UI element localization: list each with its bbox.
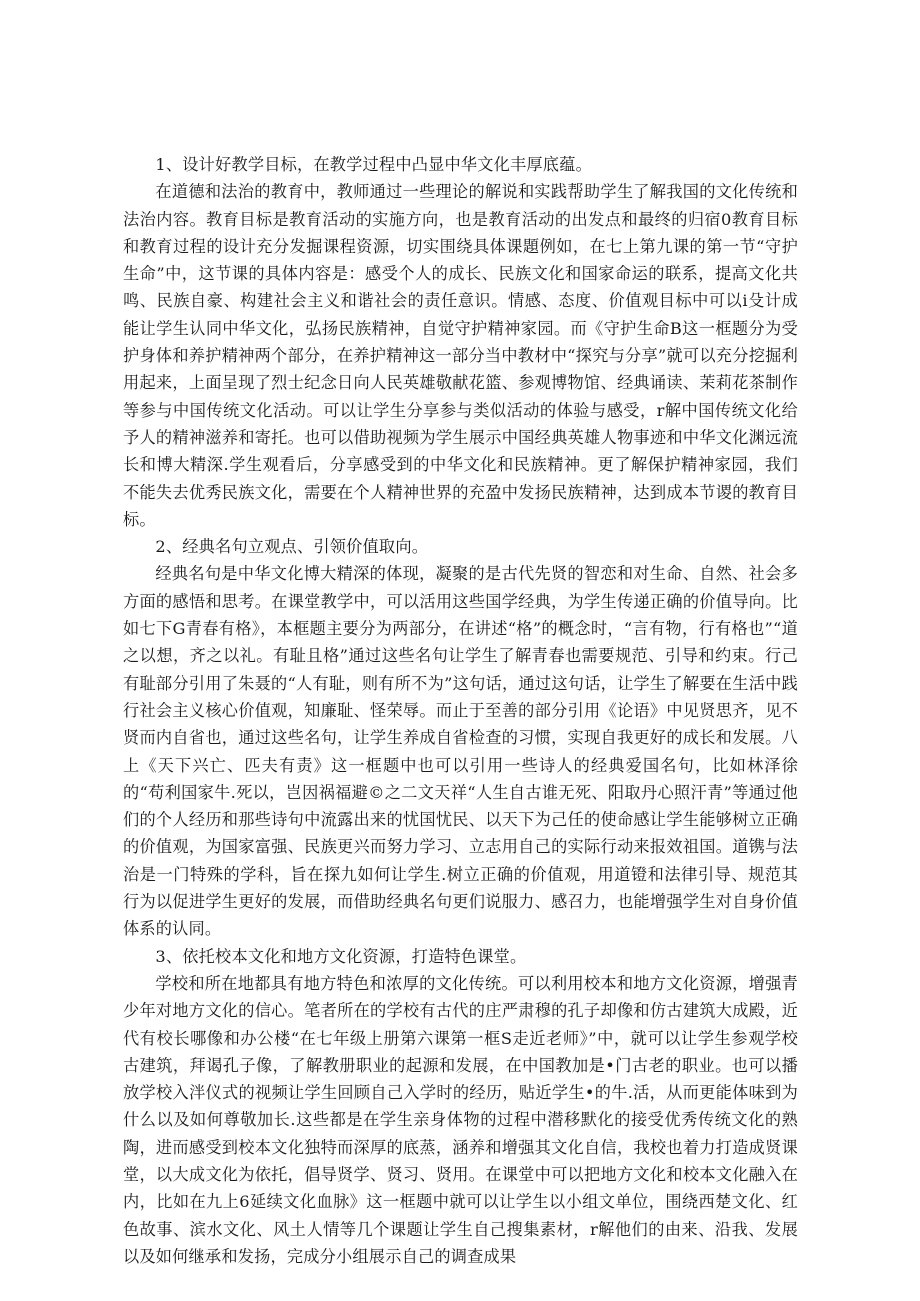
- paragraph-1: 在道德和法治的教育中，教师通过一些理论的解说和实践帮助学生了解我国的文化传统和法治内容。教育目标是教育活动的实施方向，也是教育活动的出发点和最终的归宿0教育目标和教育过程的设计充分发掘课程资源，切实围绕具体课題例如，在七上第九课的第一节“守护生命”中，这节课的具体内容是：感受个人的成长、民族文化和国家命运的联系，提高文化共鸣、民族自豪、构建社会主义和谐社会的责任意识。情感、态度、价值观目标中可以i殳计成能让学生认同中华文化，弘扬民族精神，自觉守护精神家园。而《守护生命B这一框题分为受护身体和养护精神两个部分，在养护精神这一部分当中教材中“探究与分享”就可以充分挖掘利用起来，上面呈现了烈士纪念日向人民英雄敬献花篮、参观博物馆、经典诵读、茉莉花茶制作等参与中国传统文化活动。可以让学生分享参与类似活动的体验与感受，r解中国传统文化给予人的精神滋养和寄托。也可以借助视频为学生展示中国经典英雄人物事迹和中华文化渊远流长和博大精深.学生观看后，分享感受到的中华文化和民族精神。更了解保护精神家园，我们不能失去优秀民族文化，需要在个人精神世界的充盈中发扬民族精神，达到成本节谡的教育目标。: [123, 182, 798, 529]
- paragraph-3: 学校和所在地都具有地方特色和浓厚的文化传统。可以利用校本和地方文化资源，增强青少年对地方文化的信心。笔者所在的学校有古代的庄严肃穆的孔子却像和仿古建筑大成殿，近代有校长哪像和办公楼“在七年级上册第六课第一框S走近老师》”中，就可以让学生参观学校古建筑，拜谒孔子像，了解教册职业的起源和发展，在中国教加是•门古老的职业。也可以播放学校入泮仪式的视频让学生回顾自己入学时的经历，贴近学生•的牛.活，从而更能体味到为什么以及如何尊敬加长.这些都是在学生亲身体物的过程中潜移默化的接受优秀传统文化的熟陶，进而感受到校本文化独特而深厚的底蒸，涵养和增强其文化自信，我校也着力打造成贤课堂，以大成文化为依托，倡导贤学、贤习、贤用。在课堂中可以把地方文化和校本文化融入在内，比如在九上6延续文化血脉》这一框题中就可以让学生以小组文单位，围绕西楚文化、红色故事、滨水文化、风土人情等几个课题让学生自己搜集素材，r解他们的由来、沿我、发展以及如何继承和发扬，完成分小组展示自己的调查成果: [123, 973, 798, 1266]
- paragraph-2: 经典名句是中华文化博大精深的体现，凝聚的是古代先贤的智恋和对生命、自然、社会多方面的感悟和思考。在课堂教学中，可以活用这些国学经典，为学生传递正确的价值导向。比如七下G青春有格》，本框题主要分为两部分，在讲述“格”的概念时，“言有物，行有格也”“道之以想，齐之以礼。有耻且格”通过这些名句让学生了解青春也需要规范、引导和约束。行己有耻部分引用了朱聂的“人有耻，则有所不为”这句话，通过这句话，让学生了解要在生活中践行社会主义核心价值观，知廉耻、怪荣辱。而止于至善的部分引用《论语》中见贤思齐，见不贤而内自省也，通过这些名句，让学生养成自省检查的习惯，实现自我更好的成长和发展。八上《天下兴亡、匹夫有责》这一框题中也可以引用一些诗人的经典爱国名句，比如林泽徐的“苟利国家牛.死以，岂因祸福避©之二文天祥“人生自古谁无死、阳取丹心照汗青”等通过他们的个人经历和那些诗句中流露出来的忧国忧民、以天下为己任的使命感让学生能够树立正确的价值观，为国家富强、民族更兴而努力学习、立志用自己的实际行动来报效祖国。道镌与法治是一门特殊的学科，旨在探九如何让学生.树立正确的价值观，用道镫和法律引导、规范其行为以促进学生更好的发展，而借助经典名句更们说服力、感召力，也能增强学生对自身价值体系的认同。: [123, 564, 798, 939]
- document-body: [123, 151, 798, 1270]
- section-heading-3: 3、依托校本文化和地方文化资源，打造特色课堂。: [155, 946, 527, 966]
- section-heading-2: 2、经典名句立观点、引领价值取向。: [155, 537, 429, 557]
- section-heading-1: 1、设计好教学目标，在教学过程中凸显中华文化丰厚底蕴。: [155, 155, 592, 174]
